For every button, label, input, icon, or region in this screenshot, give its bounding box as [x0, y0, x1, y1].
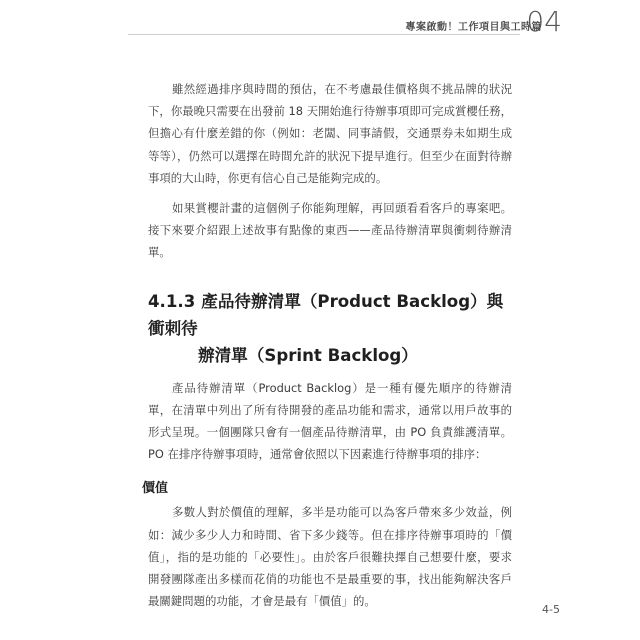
intro-paragraph-1: 雖然經過排序與時間的預估，在不考慮最佳價格與不挑品牌的狀況下，你最晚只需要在出發前 18 天開始進行待辦事項即可完成賞櫻任務，但擔心有什麼差錯的你（例如：老闆、同事請假，交通票券未如期生成等等），仍然可以選擇在時間允許的狀況下提早進行。但至少在面對待辦事項的大山時，你更有信心自己是能夠完成的。	[148, 82, 512, 185]
value-paragraph: 多數人對於價值的理解，多半是功能可以為客戶帶來多少效益，例如：減少多少人力和時間、省下多少錢等。但在排序待辦事項時的「價值」，指的是功能的「必要性」。由於客戶很難抉擇自己想要什麼，要求開發團隊產出多樣而花俏的功能也不是最重要的事，找出能夠解決客戶最關鍵問題的功能，才會是最有「價值」的。	[148, 505, 512, 609]
section-title-line2: 辦清單（Sprint Backlog）	[198, 345, 418, 365]
page-body	[142, 78, 512, 612]
section-number: 4.1.3	[148, 291, 196, 311]
running-header-title: 專案啟動！工作項目與工時篇	[405, 22, 542, 33]
section-heading	[148, 288, 512, 369]
intro-paragraph-2: 如果賞櫻計畫的這個例子你能夠理解，再回頭看看客戶的專案吧。接下來要介紹跟上述故事有點像的東西——產品待辦清單與衝刺待辦清單。	[148, 201, 512, 260]
chapter-number: 04	[526, 5, 562, 38]
section-title-line1: 產品待辦清單（Product Backlog）與衝刺待	[148, 291, 504, 338]
section-paragraph: 產品待辦清單（Product Backlog）是一種有優先順序的待辦清單，在清單中列出了所有待開發的產品功能和需求，通常以用戶故事的形式呈現。一個團隊只會有一個產品待辦清單，由 PO 負責維護清單。PO 在排序待辦事項時，通常會依照以下因素進行待辦事項的排序：	[148, 380, 512, 462]
subheading-value: 價值	[142, 481, 169, 497]
header-divider	[128, 34, 520, 35]
page-number: 4-5	[542, 603, 560, 616]
